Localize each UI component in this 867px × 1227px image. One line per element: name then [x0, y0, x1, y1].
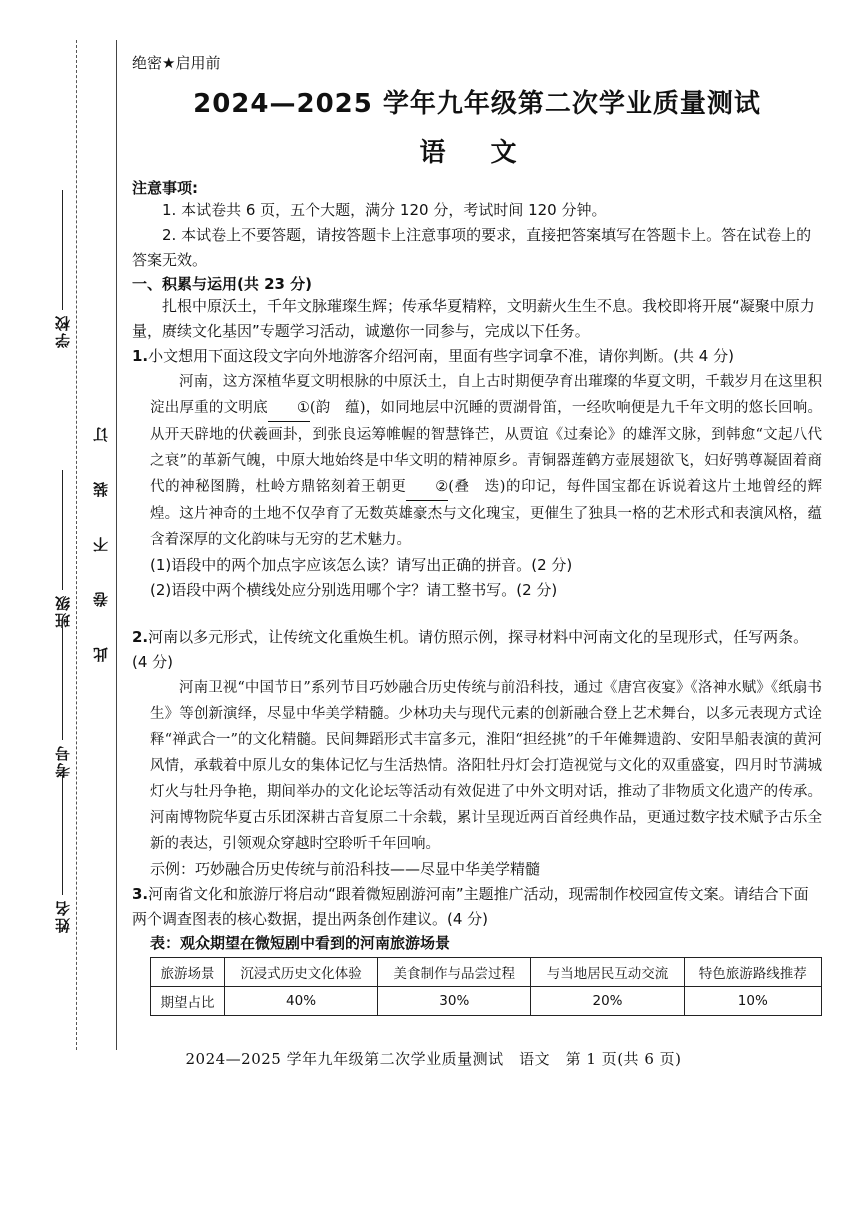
subject-title: 语 文 [419, 138, 535, 168]
confidential-mark: 绝密★启用前 [132, 54, 221, 72]
question-2-material: 河南卫视“中国节日”系列节目巧妙融合历史传统与前沿科技，通过《唐宫夜宴》《洛神水赋》《纸扇书生》等创新演绎，尽显中华美学精髓。少林功夫与现代元素的创新融合登上艺术舞台，以多元表现方式诠释“禅武合一”的文化精髓。民间舞蹈形式丰富多元，淮阳“担经挑”的千年傩舞遗韵、安阳旱船表演的黄河风情，承载着中原儿女的集体记忆与生活热情。洛阳牡丹灯会打造视觉与文化的双重盛宴，四月时节满城灯火与牡丹争艳，期间举办的文化论坛等活动有效促进了中外文明对话，推动了非物质文化遗产的传承。河南博物院华夏古乐团深耕古音复原二十余载，累计呈现近两百首经典作品，更通过数字技术赋予古乐全新的表达，引领观众穿越时空聆听千年回响。 [150, 680, 822, 852]
question-2 [132, 625, 822, 675]
question-1-material [150, 369, 822, 553]
question-3 [132, 882, 822, 932]
seal-char: 卷 [92, 590, 110, 607]
question-stem: 小文想用下面这段文字向外地游客介绍河南，里面有些字词拿不准，请你判断。(共 4 分) [148, 347, 734, 365]
school-label: 学校 [54, 314, 72, 348]
question-stem: 河南以多元形式，让传统文化重焕生机。请仿照示例，探寻材料中河南文化的呈现形式，任写两条。(4 分) [132, 628, 809, 671]
choice-2: (叠 迭) [448, 479, 506, 495]
sub-question: (2)语段中两个横线处应分别选用哪个字？请工整书写。(2 分) [150, 581, 558, 599]
school-field [52, 190, 73, 348]
question-number: 2. [132, 628, 149, 646]
table-row [151, 958, 822, 987]
seal-char: 不 [92, 535, 110, 552]
exam-page [132, 52, 822, 1016]
notice-item: 2. 本试卷上不要答题，请按答题卡上注意事项的要求，直接把答案填写在答题卡上。答在试卷上的答案无效。 [132, 226, 812, 269]
material-text: 的印记，每件国宝都在诉说着这片土地曾经的辉煌。这片神奇的土地不仅孕育了无数英雄豪杰与文化瑰宝，更催生了独具一格的艺术形式和表演风格，蕴含着深厚的文化韵味与无穷的艺术魅力。 [150, 479, 823, 548]
table-cell: 40% [224, 987, 377, 1016]
section-intro: 扎根中原沃土，千年文脉璀璨生辉；传承华夏精粹，文明薪火生生不息。我校即将开展“凝聚中原力量，赓续文化基因”专题学习活动，诚邀你一同参与，完成以下任务。 [132, 297, 815, 340]
table-header-cell: 与当地居民互动交流 [531, 958, 684, 987]
table-cell: 30% [378, 987, 531, 1016]
example-text: 示例：巧妙融合历史传统与前沿科技——尽显中华美学精髓 [150, 860, 541, 878]
table-header-cell: 特色旅游路线推荐 [684, 958, 821, 987]
seal-char: 此 [92, 645, 110, 662]
class-label: 班级 [54, 594, 72, 628]
name-label: 姓名 [54, 899, 72, 933]
table-cell: 20% [531, 987, 684, 1016]
notice-item: 1. 本试卷共 6 页，五个大题，满分 120 分，考试时间 120 分钟。 [162, 201, 607, 219]
binding-dashed-line [76, 40, 77, 1050]
name-field [52, 775, 73, 933]
seal-char: 装 [92, 480, 110, 497]
material-text: ，如同地层中沉睡的贾湖骨笛，一经吹响便是九千年文明的悠长回响。从开天辟地的伏羲画卦，到张良运筹帷幄的智慧锋芒，从贾谊《过秦论》的雄浑文脉，到韩愈“文起八代之衰”的革新气魄，中原大地始终是中华文明的精神原乡。青铜器莲鹤方壶展翅欲飞，妇好鸮尊凝固着商代的神秘图腾，杜岭方鼎铭刻着王朝更 [150, 400, 823, 495]
table-cell: 期望占比 [151, 987, 225, 1016]
question-stem: 河南省文化和旅游厅将启动“跟着微短剧游河南”主题推广活动，现需制作校园宣传文案。请结合下面两个调查图表的核心数据，提出两条创作建议。(4 分) [132, 885, 809, 928]
table-row [151, 987, 822, 1016]
page-footer: 2024—2025 学年九年级第二次学业质量测试 语文 第 1 页(共 6 页) [185, 1050, 682, 1068]
question-1 [132, 344, 822, 369]
question-number: 3. [132, 885, 149, 903]
table-header-cell: 沉浸式历史文化体验 [224, 958, 377, 987]
table-header-cell: 美食制作与品尝过程 [378, 958, 531, 987]
notice-heading: 注意事项: [132, 179, 198, 197]
table-cell: 10% [684, 987, 821, 1016]
table-header-cell: 旅游场景 [151, 958, 225, 987]
blank-2: ② [406, 474, 448, 501]
table-title: 表：观众期望在微短剧中看到的河南旅游场景 [150, 934, 451, 952]
section-heading: 一、积累与运用(共 23 分) [132, 275, 313, 293]
exam-number-field [52, 620, 73, 778]
sub-question: (1)语段中的两个加点字应该怎么读？请写出正确的拼音。(2 分) [150, 556, 573, 574]
margin-rule [116, 40, 117, 1050]
question-number: 1. [132, 347, 149, 365]
choice-1: (韵 蕴) [309, 400, 366, 416]
blank-1: ① [268, 395, 310, 422]
seal-char: 订 [92, 425, 110, 442]
material-text: 河南，这方深植华夏文明根脉的中原沃土，自上古时期便孕育出璀璨的华夏文明，千载岁月在这里积淀出厚重的文明底 [150, 374, 822, 416]
exam-title: 2024—2025 学年九年级第二次学业质量测试 [193, 89, 761, 119]
survey-table [150, 957, 822, 1016]
class-field [52, 470, 73, 628]
exam-number-label: 考号 [54, 744, 72, 778]
